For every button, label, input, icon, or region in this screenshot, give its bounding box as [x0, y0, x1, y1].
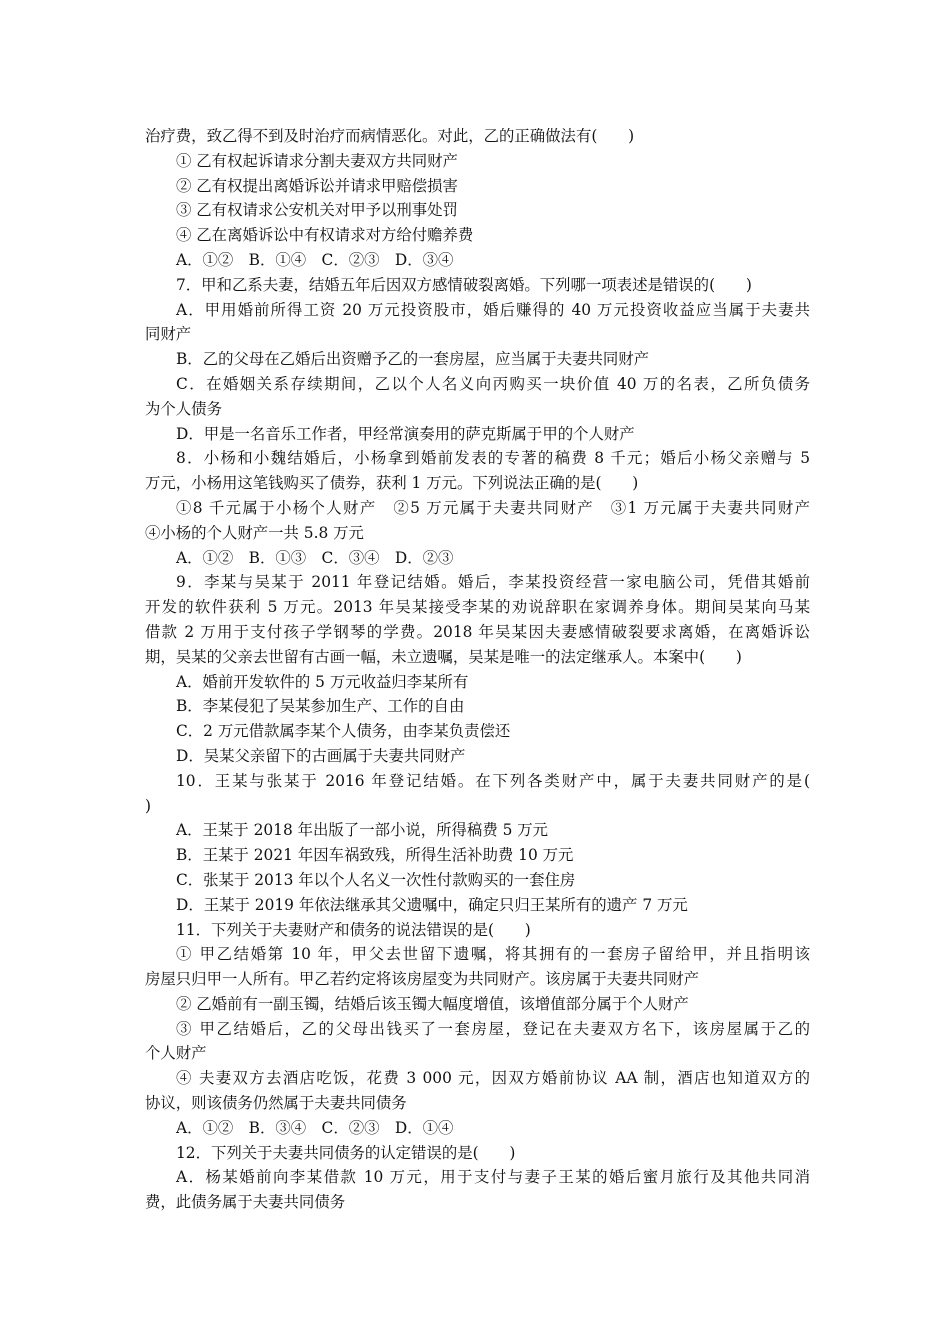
text-line: ③ 乙有权请求公安机关对甲予以刑事处罚 [176, 201, 458, 220]
text-line: B．王某于 2021 年因车祸致残，所得生活补助费 10 万元 [176, 846, 574, 865]
text-line: ④小杨的个人财产一共 5.8 万元 [145, 523, 364, 542]
text-line: ② 乙婚前有一副玉镯，结婚后该玉镯大幅度增值，该增值部分属于个人财产 [176, 994, 689, 1013]
text-line: 协议，则该债务仍然属于夫妻共同债务 [145, 1094, 407, 1113]
text-line: A．甲用婚前所得工资 20 万元投资股市，婚后赚得的 40 万元投资收益应当属于夫妻共 [176, 300, 810, 319]
text-line: 开发的软件获利 5 万元。2013 年吴某接受李某的劝说辞职在家调养身体。期间吴某向马某 [145, 598, 810, 617]
text-line: C．2 万元借款属李某个人债务，由李某负责偿还 [176, 722, 511, 741]
text-line: B．李某侵犯了吴某参加生产、工作的自由 [176, 697, 465, 716]
text-line: A．王某于 2018 年出版了一部小说，所得稿费 5 万元 [176, 821, 549, 840]
text-line: 同财产 [145, 325, 192, 344]
text-line: D．甲是一名音乐工作者，甲经常演奏用的萨克斯属于甲的个人财产 [176, 424, 635, 443]
text-line: ④ 乙在离婚诉讼中有权请求对方给付赡养费 [176, 226, 474, 245]
text-line: 万元，小杨用这笔钱购买了债券，获利 1 万元。下列说法正确的是( ) [145, 474, 639, 493]
text-line: 房屋只归甲一人所有。甲乙若约定将该房屋变为共同财产。该房属于夫妻共同财产 [145, 970, 700, 989]
text-line: 个人财产 [145, 1044, 207, 1063]
text-line: ) [145, 796, 152, 815]
text-line: 费，此债务属于夫妻共同债务 [145, 1193, 346, 1212]
text-line: 11．下列关于夫妻财产和债务的说法错误的是( ) [176, 920, 531, 939]
text-line: ③ 甲乙结婚后，乙的父母出钱买了一套房屋，登记在夫妻双方名下，该房屋属于乙的 [176, 1019, 810, 1038]
text-line: C．张某于 2013 年以个人名义一次性付款购买的一套住房 [176, 870, 576, 889]
text-line: ①8 千元属于小杨个人财产 ②5 万元属于夫妻共同财产 ③1 万元属于夫妻共同财产 [176, 498, 810, 517]
text-line: 为个人债务 [145, 399, 222, 418]
text-line: 借款 2 万用于支付孩子学钢琴的学费。2018 年吴某因夫妻感情破裂要求离婚，在离婚诉讼 [145, 622, 810, 641]
text-line: B．乙的父母在乙婚后出资赠予乙的一套房屋，应当属于夫妻共同财产 [176, 350, 650, 369]
text-line: D．王某于 2019 年依法继承其父遗嘱中，确定只归王某所有的遗产 7 万元 [176, 895, 688, 914]
text-line: A．①② B．①④ C．②③ D．③④ [176, 250, 454, 269]
text-line: 9．李某与吴某于 2011 年登记结婚。婚后，李某投资经营一家电脑公司，凭借其婚前 [176, 573, 810, 592]
document-page [145, 124, 810, 1215]
text-line: A．①② B．①③ C．③④ D．②③ [176, 548, 454, 567]
text-line: 7．甲和乙系夫妻，结婚五年后因双方感情破裂离婚。下列哪一项表述是错误的( ) [176, 275, 752, 294]
text-line: 期，吴某的父亲去世留有古画一幅，未立遗嘱，吴某是唯一的法定继承人。本案中( ) [145, 647, 742, 666]
text-line: 10．王某与张某于 2016 年登记结婚。在下列各类财产中，属于夫妻共同财产的是( [176, 771, 810, 790]
text-line: ② 乙有权提出离婚诉讼并请求甲赔偿损害 [176, 176, 458, 195]
text-line: 8．小杨和小魏结婚后，小杨拿到婚前发表的专著的稿费 8 千元；婚后小杨父亲赠与 5 [176, 449, 810, 468]
text-line: A．婚前开发软件的 5 万元收益归李某所有 [176, 672, 469, 691]
text-line: ① 乙有权起诉请求分割夫妻双方共同财产 [176, 151, 458, 170]
text-line: 12．下列关于夫妻共同债务的认定错误的是( ) [176, 1143, 516, 1162]
text-line: ① 甲乙结婚第 10 年，甲父去世留下遗嘱，将其拥有的一套房子留给甲，并且指明该 [176, 945, 810, 964]
text-line: A．①② B．③④ C．②③ D．①④ [176, 1118, 454, 1137]
text-line: C．在婚姻关系存续期间，乙以个人名义向丙购买一块价值 40 万的名表，乙所负债务 [176, 374, 810, 393]
text-line: A．杨某婚前向李某借款 10 万元，用于支付与妻子王某的婚后蜜月旅行及其他共同消 [176, 1168, 810, 1187]
text-line: D．吴某父亲留下的古画属于夫妻共同财产 [176, 746, 466, 765]
text-line: ④ 夫妻双方去酒店吃饭，花费 3 000 元，因双方婚前协议 AA 制，酒店也知道双方的 [176, 1069, 810, 1088]
text-line: 治疗费，致乙得不到及时治疗而病情恶化。对此，乙的正确做法有( ) [145, 127, 635, 145]
